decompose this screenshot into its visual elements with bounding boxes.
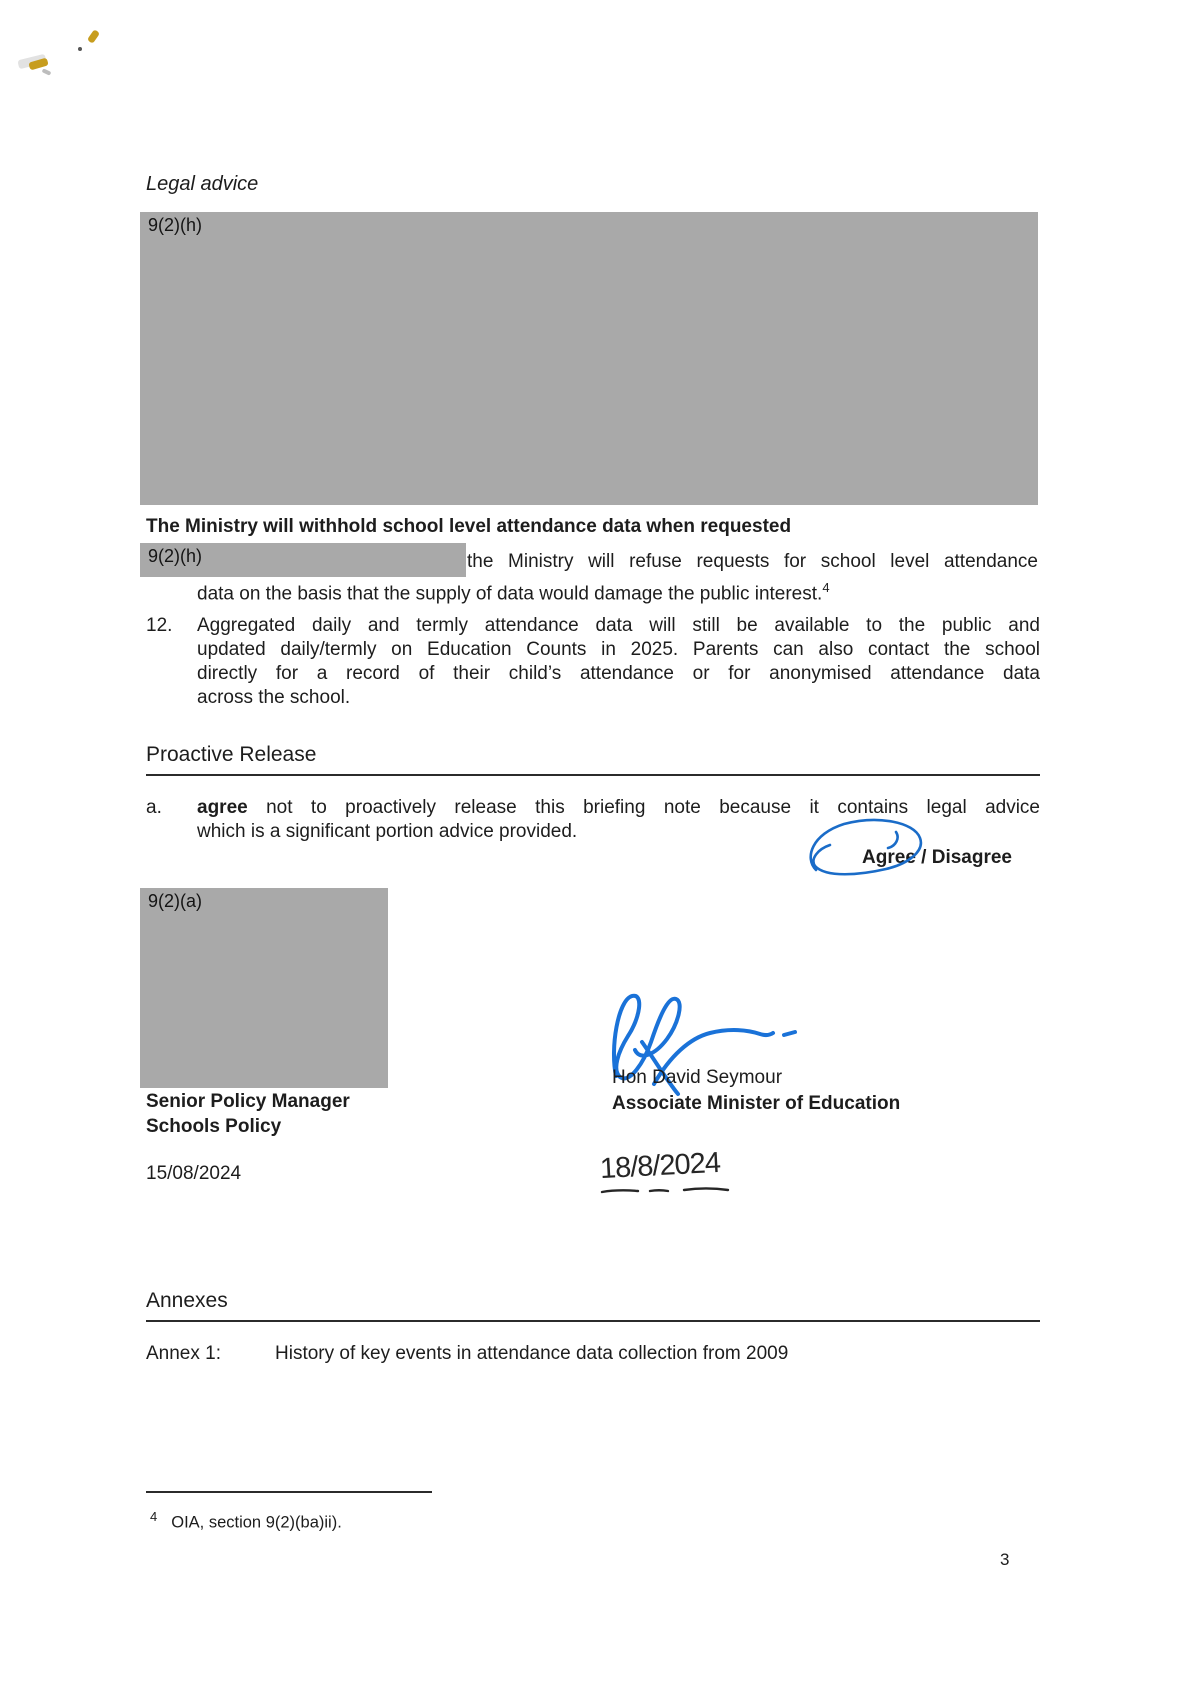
redaction-block-inline (140, 543, 466, 577)
redaction-label: 9(2)(h) (148, 546, 203, 566)
redaction-block-signature (140, 888, 388, 1088)
minister-title: Associate Minister of Education (612, 1093, 901, 1114)
item12-line: directly for a record of their child’s attendance or for anonymised attendance data (197, 663, 1040, 684)
agree-word: agree (197, 797, 248, 818)
footnote-divider (146, 1491, 432, 1493)
agree-circle-annotation (800, 814, 934, 886)
item12-marker: 12. (146, 615, 173, 636)
item-a-line1-rest: not to proactively release this briefing note because it contains legal advice (247, 797, 1040, 818)
withhold-paragraph-line1: the Ministry will refuse requests for school level attendance (467, 551, 1038, 572)
item12-line: across the school. (197, 687, 351, 708)
withhold-paragraph-line2 (197, 576, 830, 605)
item12-line: updated daily/termly on Education Counts in 2025. Parents can also contact the school (197, 639, 1040, 660)
scan-artifact-gold-tick (87, 29, 100, 44)
legal-advice-heading: Legal advice (146, 173, 259, 195)
item12-paragraph (197, 614, 1040, 710)
item-a-marker: a. (146, 797, 162, 818)
footnote (150, 1506, 342, 1534)
redaction-block-legal-advice (140, 212, 1038, 505)
annex1-text: History of key events in attendance data collection from 2009 (275, 1343, 789, 1364)
redaction-label: 9(2)(a) (148, 891, 203, 911)
scan-artifact-dot (78, 47, 82, 51)
author-title1: Senior Policy Manager (146, 1091, 350, 1112)
page-number: 3 (1000, 1550, 1010, 1569)
minister-name: Hon David Seymour (612, 1067, 783, 1088)
withhold-heading: The Ministry will withhold school level attendance data when requested (146, 516, 792, 537)
author-date: 15/08/2024 (146, 1163, 242, 1184)
proactive-release-heading: Proactive Release (146, 742, 1040, 776)
handwritten-date-underlines (598, 1182, 738, 1198)
footnote-reference: 4 (822, 580, 830, 595)
item-a-line2: which is a significant portion advice provided. (197, 821, 578, 842)
handwritten-date: 18/8/2024 (599, 1146, 721, 1186)
scan-artifact-gray-tail (42, 68, 52, 75)
agree-disagree-decision: Agree / Disagree (862, 847, 1012, 868)
item12-line: Aggregated daily and termly attendance data will still be available to the public and (197, 615, 1040, 636)
withhold-paragraph-line2-text: data on the basis that the supply of data would damage the public interest. (197, 583, 823, 605)
footnote-text: OIA, section 9(2)(ba)ii). (171, 1513, 342, 1532)
annex1-label: Annex 1: (146, 1343, 221, 1364)
annexes-heading: Annexes (146, 1288, 1040, 1322)
redaction-label: 9(2)(h) (148, 215, 203, 235)
footnote-number: 4 (150, 1509, 158, 1524)
author-title2: Schools Policy (146, 1116, 282, 1137)
